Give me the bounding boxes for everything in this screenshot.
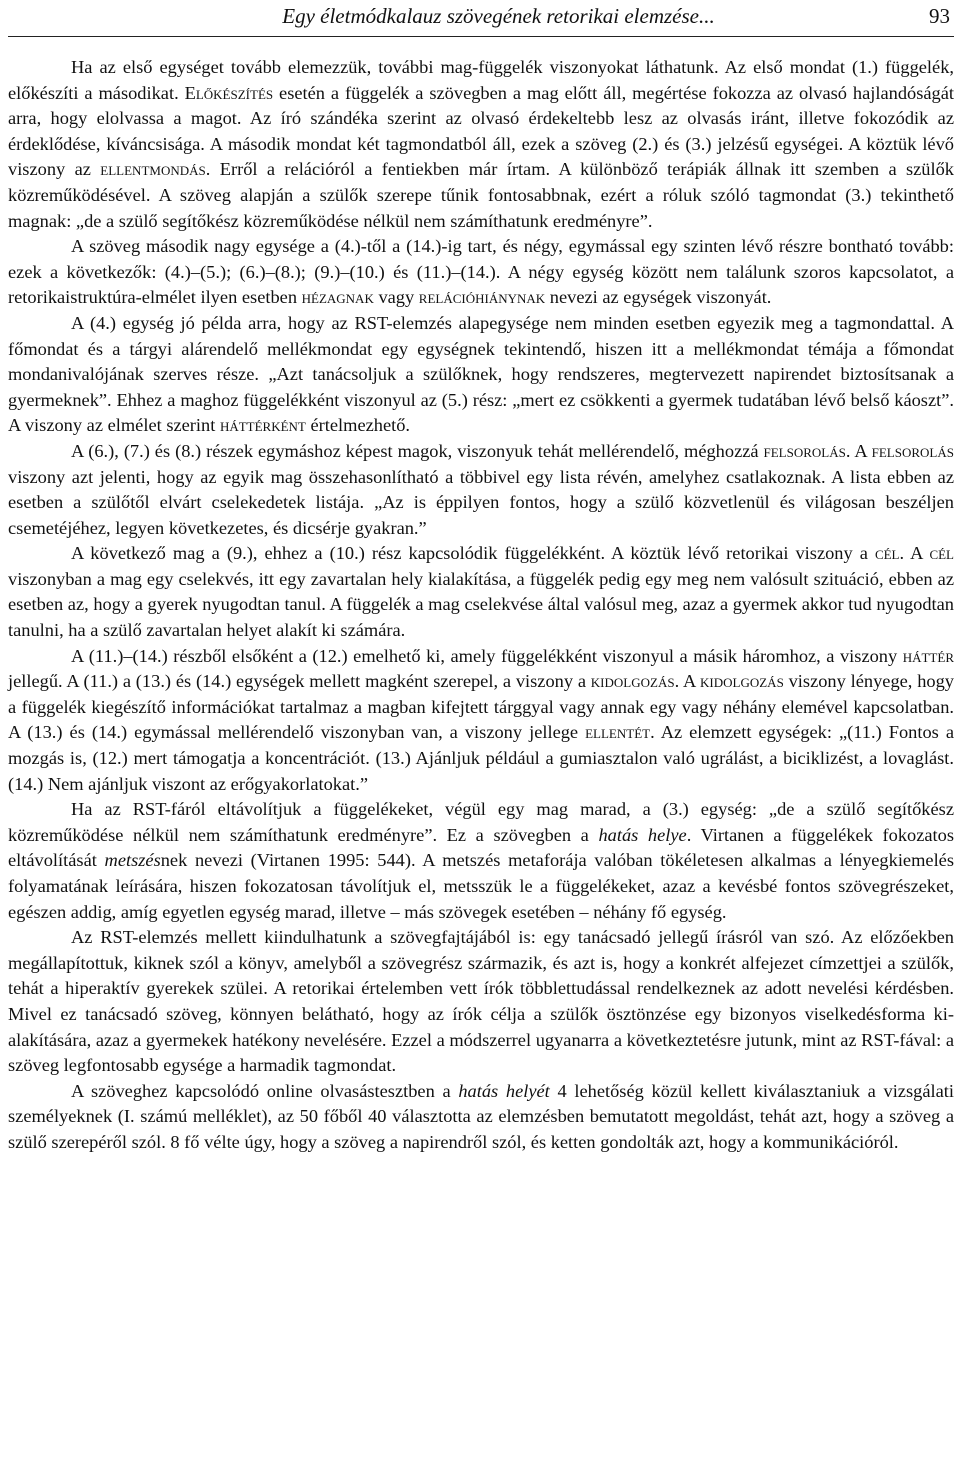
text-run: Ha az első egységet tovább elemezzük, további mag-függelék viszonyokat láthatunk. Az első mondat (1.) függelék, előkészíti a másodikat. [8, 57, 954, 103]
paragraph [8, 797, 954, 925]
paragraph [8, 234, 954, 311]
text-run: A (6.), (7.) és (8.) részek egymáshoz képest magok, viszonyuk tehát mellérendelő, méghozzá [71, 440, 764, 461]
text-run: viszony lényege, hogy a függelék kiegészítő információkat tartalmaz a magban kifejtett tárggyal vagy annak egy vagy néhány elemével kapcsolatban. A (13.) és (14.) egymással mellérendelő viszonyban van, a viszony jellege [8, 671, 954, 743]
page-number: 93 [929, 4, 950, 28]
text-run: . Az elemzett egységek: „(11.) Fontos a mozgás is, (12.) mert támogatja a koncentrációt. (13.) Ajánljuk például a gumiasztalon való ugrálást, a biciklizést, a lovaglást. (14.) Nem ajánljuk viszont az erőgyakorlatokat.” [8, 722, 954, 794]
header-rule [8, 36, 954, 37]
text-run: A (4.) egység jó példa arra, hogy az RST-elemzés alapegysége nem minden esetben egyezik meg a tagmondattal. A főmondat és a tárgyi alárendelő mellékmondat egy egységnek tekintendő, hiszen itt a mellékmondat témája a főmondat mondanivalójának szerves része. „Azt tanácsoljuk a szülőknek, hogy rendszeres, megtervezett napirendet biztosítsanak a gyermeknek”. Ehhez a maghoz függelékként viszonyul az (5.) rész: „mert ez csökkenti a gyermek tudatában lévő belső káoszt”. A viszony az elmélet szerint [8, 312, 954, 436]
text-run: Az RST-elemzés mellett kiindulhatunk a szövegfajtájából is: egy tanácsadó jellegű írásról van szó. Az előzőekben megállapítottuk, kiknek szól a könyv, amelyből a szövegrész származik, és azt is, hogy a konkrét alfejezet címzettjei a szülők, tehát a hiperaktív gyerekek szülei. A retorikai értelemben vett írók többlettudással rendelkeznek az adott nevelési kérdésben. Mivel ez tanácsadó szöveg, könnyen belátható, hogy az írók célja a szülők ösztönzése egy bizonyos viselkedésforma kialakítására, azaz a gyermekek hatékony nevelésére. Ezzel a módszerrel ugyanarra a következtetésre jutunk, mint az RST-fával: a szöveg legfontosabb egysége a harmadik tagmondat. [8, 927, 954, 1076]
paragraph [8, 55, 954, 234]
text-run: Ha az RST-fáról eltávolítjuk a függelékeket, végül egy mag marad, a (3.) egység: „de a szülő segítőkész közreműködése nélkül nem számíthatunk eredményre”. Ez a szövegben a [8, 799, 954, 845]
small-caps-term: felsorolás [763, 440, 846, 461]
small-caps-term: hézagnak [301, 287, 374, 308]
small-caps-term: háttér [902, 645, 954, 666]
body-text [8, 55, 954, 1156]
paragraph [8, 644, 954, 798]
small-caps-term: ellentét [585, 722, 651, 743]
text-run: A szöveg második nagy egysége a (4.)-től a (14.)-ig tart, és négy, egymással egy szinten lévő részre bontható tovább: ezek a következők: (4.)–(5.); (6.)–(8.); (9.)–(10.) és (11.)–(14.). A négy egység között nem találunk szoros kapcsolatot, a retorikaistruktúra-elmélet ilyen esetben [8, 236, 954, 308]
running-header [8, 0, 954, 32]
text-run: 4 lehetőség közül kellett kiválasztaniuk a vizsgálati személyeknek (I. számú melléklet), az 50 főből 40 választotta az elemzésben bemutatott megoldást, tehát azt, hogy a szöveg a szülő szerepéről szól. 8 fő vélte úgy, hogy a szöveg a napirendről szól, és ketten gondolták azt, hogy a kommunikációról. [8, 1080, 954, 1152]
text-run: . A [899, 543, 930, 564]
text-run: viszony azt jelenti, hogy az egyik mag összehasonlítható a többivel egy lista révén, amelyhez csatlakoznak. A lista ebben az esetben a szülőtől elvárt cselekedetek listája. „Az is éppilyen fontos, hogy a szülő közvetlenül és világosan beszéljen csemetéjéhez, legyen következetes, és dicsérje gyakran.” [8, 466, 954, 538]
text-run: . Virtanen a függelékek fokozatos eltávolítását [8, 824, 955, 871]
paragraph [8, 925, 954, 1079]
text-run: értelmezhető. [305, 415, 411, 436]
text-run: viszonyban a mag egy cselekvés, itt egy zavartalan hely kialakítása, a függelék pedig egy meg nem valósult szituáció, ebben az esetben az, hogy a gyerek nyugodtan tanul. A függelék a mag cselekvése által valósul meg, azaz a gyermek akkor tud nyugodtan tanulni, ha a szülő zavartalan helyet alakít ki számára. [8, 568, 954, 641]
text-run: nek nevezi (Virtanen 1995: 544). A metszés metaforája valóban tökéletesen alkalmas a lényegkiemelés folyamatának leírására, hiszen fokozatosan távolítjuk el, metsszük le a függelékeket, azaz a kevésbé fontos szövegrészeket, egészen addig, amíg egyetlen egység marad, illetve – más szövegek esetében – néhány fő egység. [8, 850, 954, 922]
paragraph [8, 311, 954, 439]
small-caps-term: felsorolás [871, 440, 954, 461]
small-caps-term: Előkészítés [184, 82, 274, 103]
text-run: A szöveghez kapcsolódó online olvasástesztben a [71, 1080, 459, 1101]
small-caps-term: cél [874, 543, 900, 564]
small-caps-term: relációhiánynak [418, 287, 546, 308]
text-run: esetén a függelék a szövegben a mag előtt áll, megértése fokozza az olvasó hajlandóságát arra, hogy elolvassa a magot. Az író szándéka szerint az olvasó érdekeltebb lesz az olvasás iránt, illetve fokozódik az érdeklődése, kíváncsisága. A második mondat két tagmondatból áll, ezek a szöveg (2.) és (3.) jelzésű egységei. A köztük lévő viszony az [8, 82, 954, 180]
small-caps-term: kidolgozás [590, 671, 675, 692]
italic-term: hatás helyét [458, 1080, 550, 1101]
text-run: . Erről a relációról a fentiekben már írtam. A különböző terápiák állnak itt szemben a szülők közreműködésével. A szöveg alapján a szülők szerepe tűnik fontosabbnak, ezért a róluk szóló tagmondat (3.) tekinthető magnak: „de a szülő segítőkész közreműködése nélkül nem számíthatunk eredményre”. [8, 159, 955, 231]
italic-term: metszés [104, 850, 161, 871]
text-run: A következő mag a (9.), ehhez a (10.) rész kapcsolódik függelékként. A köztük lévő retorikai viszony a [71, 543, 875, 564]
small-caps-term: cél [929, 543, 954, 564]
small-caps-term: kidolgozás [700, 671, 784, 692]
small-caps-term: ellentmondás [100, 159, 206, 180]
italic-term: hatás helye [598, 824, 687, 845]
text-run: A (11.)–(14.) részből elsőként a (12.) emelhető ki, amely függelékként viszonyul a másik háromhoz, a viszony [71, 645, 903, 666]
text-run: nevezi az egységek viszonyát. [545, 287, 772, 308]
paragraph [8, 1079, 954, 1156]
text-run: jellegű. A (11.) a (13.) és (14.) egységek mellett magként szerepel, a viszony a [8, 671, 591, 692]
text-run: vagy [373, 287, 419, 308]
text-run: . A [845, 440, 872, 461]
running-title: Egy életmódkalauz szövegének retorikai elemzése... [282, 4, 715, 28]
paragraph [8, 439, 954, 541]
text-run: . A [674, 671, 701, 692]
small-caps-term: háttérként [219, 415, 306, 436]
paragraph [8, 541, 954, 643]
